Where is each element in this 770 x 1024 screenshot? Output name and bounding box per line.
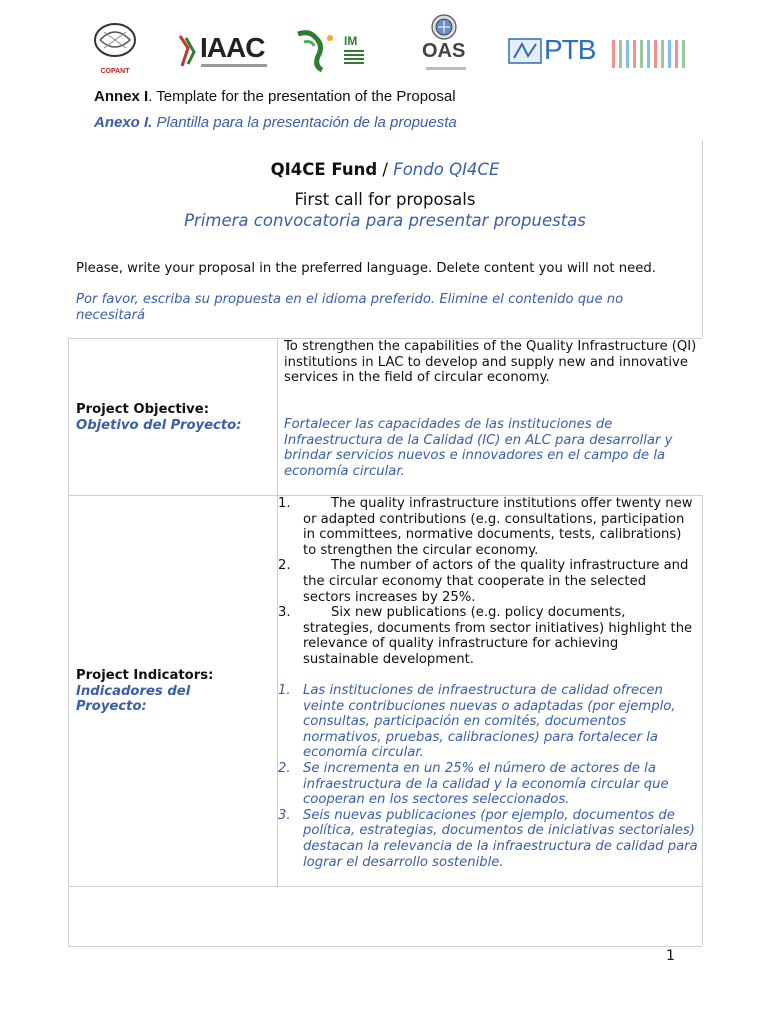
page-number: 1	[666, 948, 675, 964]
instructions-en: Please, write your proposal in the preferred language. Delete content you will not need.	[76, 261, 656, 276]
logo-strip	[88, 14, 698, 76]
objective-text-es: Fortalecer las capacidades de las instituciones de Infraestructura de la Calidad (IC) en ALC para desarrollar y brindar servicios nuevos e innovadores en el campo de la economía circular.	[284, 417, 673, 479]
list-item: 1. Las instituciones de infraestructura de calidad ofrecen veinte contribuciones nuevas o adaptadas (por ejemplo, consultas, participación en comités, documentos normativos, pruebas, calibraciones) para fortalecer la economía circular.	[278, 683, 676, 761]
row-divider-2	[68, 886, 702, 887]
annex-title-en: Annex I. Template for the presentation of the Proposal	[94, 88, 456, 105]
list-item: 1. The quality infrastructure institutions offer twenty new or adapted contributions (e.g. consultations, participation in committees, normative documents, tests, calibrations) to strengthen the circular economy.	[278, 496, 693, 558]
oas-logo: OAS	[418, 14, 472, 76]
call-title-en: First call for proposals	[294, 190, 476, 209]
indicators-list-en	[278, 496, 698, 668]
table-right-border	[702, 495, 703, 946]
im-logo: IM	[294, 28, 366, 74]
table-bottom-border	[68, 946, 702, 947]
indicators-label: Project Indicators: Indicadores del Proyecto:	[76, 668, 214, 715]
header-box-right-border	[702, 140, 703, 338]
call-title-es: Primera convocatoria para presentar propuestas	[184, 211, 586, 230]
list-item: 2. Se incrementa en un 25% el número de actores de la infraestructura de la calidad y la economía circular que cooperan en los sectores seleccionados.	[278, 760, 669, 808]
copant-logo: COPANT	[90, 18, 140, 74]
objective-text-en: To strengthen the capabilities of the Quality Infrastructure (QI) institutions in LAC to develop and supply new and innovative services in the field of circular economy.	[284, 339, 697, 386]
list-item: 3. Seis nuevas publicaciones (por ejemplo, documentos de política, estrategias, documentos de iniciativas sectoriales) destacan la relevancia de la infraestructura de calidad para lograr el desarrollo sostenible.	[278, 807, 698, 870]
fund-title: QI4CE Fund / Fondo QI4CE	[270, 160, 500, 179]
annex-title-es: Anexo I. Plantilla para la presentación de la propuesta	[94, 114, 457, 131]
list-item: 3. Six new publications (e.g. policy documents, strategies, documents from sector initiatives) highlight the relevance of quality infrastructure for achieving sustainable development.	[278, 605, 693, 667]
table-left-border	[68, 338, 69, 946]
list-item: 2. The number of actors of the quality infrastructure and the circular economy that cooperate in the selected sectors increases by 25%.	[278, 558, 689, 605]
ptb-logo: PTB	[508, 36, 698, 76]
indicators-list-es	[278, 683, 698, 870]
objective-label: Project Objective: Objetivo del Proyecto:	[76, 402, 242, 433]
iaac-logo: IAAC	[176, 34, 274, 72]
instructions-es: Por favor, escriba su propuesta en el idioma preferido. Elimine el contenido que no necesitará	[76, 292, 624, 323]
